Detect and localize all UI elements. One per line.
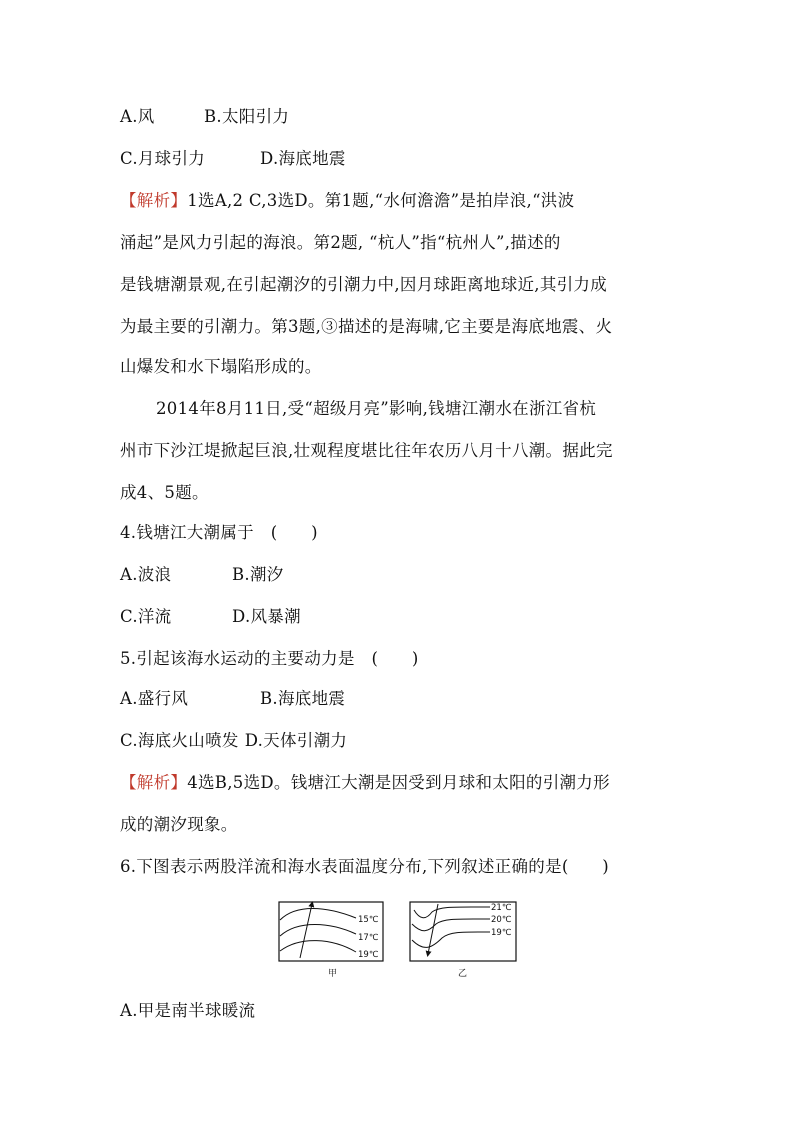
q5-options-row2 — [120, 730, 680, 752]
jia-caption: 甲 — [328, 969, 338, 979]
q5-stem: 5.引起该海水运动的主要动力是 ( ) — [120, 649, 419, 668]
q5-option-c: C.海底火山喷发 — [120, 731, 239, 750]
q5-option-b: B.海底地震 — [260, 689, 346, 708]
q4-option-b: B.潮汐 — [232, 565, 284, 584]
q3-options-row2 — [120, 148, 680, 170]
q5-option-d: D.天体引潮力 — [244, 731, 348, 750]
q4-option-a: A.波浪 — [120, 565, 172, 584]
jia-label-15: 15℃ — [358, 915, 379, 925]
passage-line1: 2014年8月11日,受“超级月亮”影响,钱塘江潮水在浙江省杭 — [156, 399, 597, 418]
jia-label-19: 19℃ — [358, 950, 379, 960]
analysis2-line1 — [120, 772, 680, 794]
analysis1-text-1: 1选A,2 C,3选D。第1题,“水何澹澹”是拍岸浪,“洪波 — [187, 191, 575, 210]
q6-option-a: A.甲是南半球暖流 — [120, 1001, 256, 1020]
yi-caption: 乙 — [458, 969, 468, 979]
ocean-current-figure — [278, 898, 523, 980]
analysis2-line2: 成的潮汐现象。 — [120, 815, 238, 834]
q3-option-b: B.太阳引力 — [204, 107, 290, 126]
q4-option-d: D.风暴潮 — [232, 607, 301, 626]
panel-jia — [279, 902, 383, 979]
jia-label-17: 17℃ — [358, 933, 379, 943]
q4-options-row1 — [120, 564, 680, 586]
panel-yi — [410, 902, 516, 979]
q3-option-c: C.月球引力 — [120, 149, 206, 168]
analysis1-line5: 山爆发和水下塌陷形成的。 — [120, 357, 322, 376]
q3-options-row1 — [120, 106, 680, 128]
figure-svg — [278, 898, 523, 980]
current-arrow-jia — [300, 904, 312, 958]
passage-line3: 成4、5题。 — [120, 483, 209, 502]
analysis1-line3: 是钱塘潮景观,在引起潮汐的引潮力中,因月球距离地球近,其引力成 — [120, 275, 608, 294]
analysis-tag: 【解析】 — [120, 191, 188, 210]
isotherm-21 — [414, 907, 490, 918]
analysis1-line1 — [120, 190, 680, 212]
q4-options-row2 — [120, 606, 680, 628]
isotherm-15 — [280, 909, 356, 921]
passage-line2: 州市下沙江堤掀起巨浪,壮观程度堪比往年农历八月十八潮。据此完 — [120, 441, 613, 460]
q4-option-c: C.洋流 — [120, 607, 172, 626]
analysis-tag: 【解析】 — [120, 773, 188, 792]
q5-option-a: A.盛行风 — [120, 689, 189, 708]
isotherm-17 — [280, 925, 356, 937]
analysis1-line4: 为最主要的引潮力。第3题,③描述的是海啸,它主要是海底地震、火 — [120, 317, 613, 336]
q5-options-row1 — [120, 688, 680, 710]
q3-option-d: D.海底地震 — [260, 149, 346, 168]
q3-option-a: A.风 — [120, 107, 155, 126]
yi-label-21: 21℃ — [491, 903, 512, 913]
yi-label-20: 20℃ — [491, 915, 512, 925]
q4-stem: 4.钱塘江大潮属于 ( ) — [120, 523, 318, 542]
isotherm-20 — [412, 919, 490, 931]
analysis2-text-1: 4选B,5选D。钱塘江大潮是因受到月球和太阳的引潮力形 — [187, 773, 610, 792]
yi-label-19: 19℃ — [491, 928, 512, 938]
q6-stem: 6.下图表示两股洋流和海水表面温度分布,下列叙述正确的是( ) — [120, 857, 609, 876]
analysis1-line2: 涌起”是风力引起的海浪。第2题, “杭人”指“杭州人”,描述的 — [120, 233, 561, 252]
isotherm-19-yi — [412, 932, 490, 947]
isotherm-19 — [280, 941, 356, 952]
